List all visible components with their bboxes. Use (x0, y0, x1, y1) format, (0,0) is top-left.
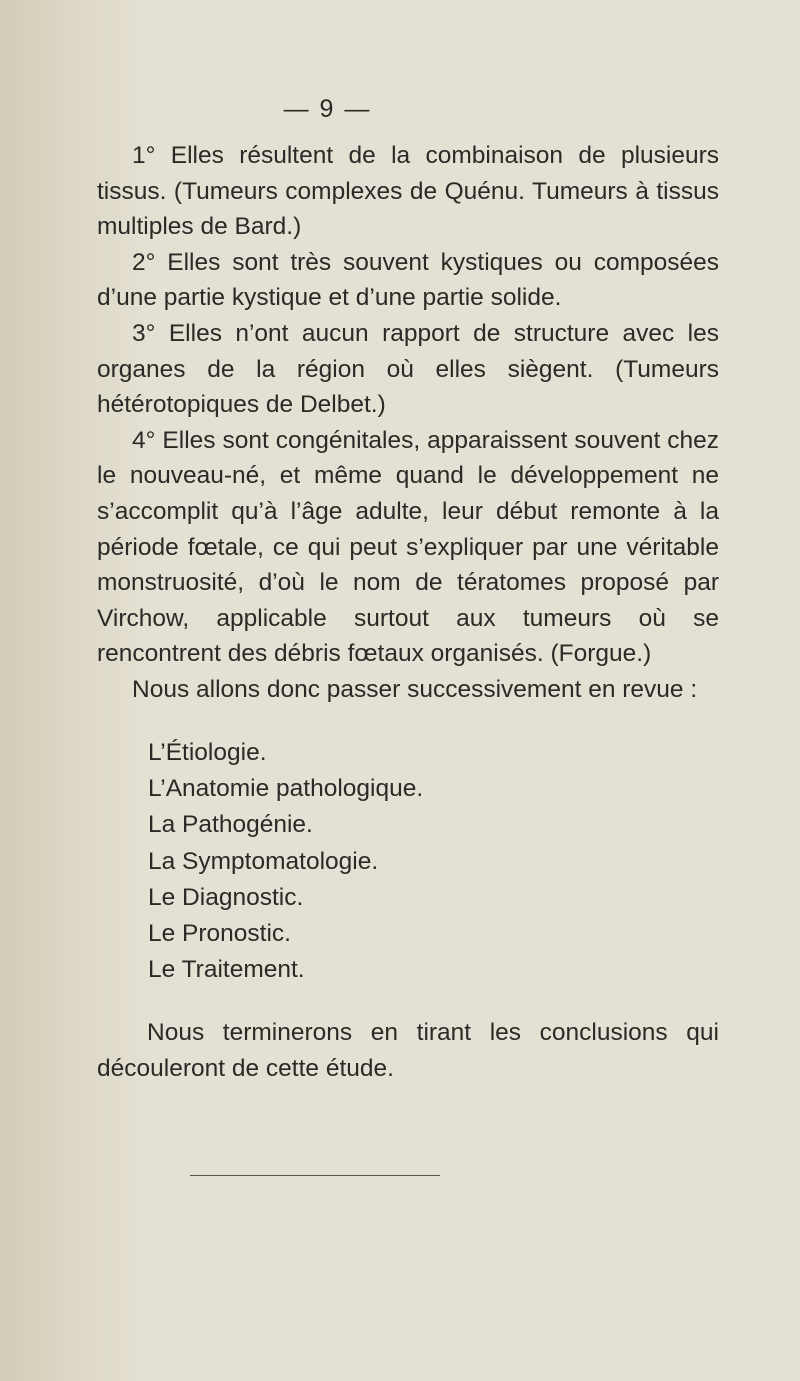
outline-item-diagnostic: Le Diagnostic. (148, 883, 304, 911)
outline-list (148, 735, 423, 988)
closing-paragraph: Nous terminerons en tirant les conclusions qui découleront de cette étude. (97, 1019, 719, 1082)
end-rule (190, 1175, 440, 1176)
outline-item-anatomie: L’Anatomie pathologique. (148, 775, 424, 803)
closing-text (97, 1015, 719, 1087)
page-number: — 9 — (283, 95, 372, 123)
outline-item-traitement: Le Traitement. (148, 956, 305, 984)
outline-item-etiologie: L’Étiologie. (148, 739, 267, 766)
paragraph-4: 4° Elles sont congénitales, apparaissent souvent chez le nouveau-né, et même quand le développement ne s’accomplit qu’à l’âge adulte, leur début remonte à la période fœtale, ce qui peut s’expliquer par une véritable monstruosité, d’où le nom de tératomes proposé par Virchow, applicable surtout aux tumeurs où se rencontrent des débris fœtaux organisés. (Forgue.) (97, 426, 719, 668)
paragraph-3: 3° Elles n’ont aucun rapport de structure avec les organes de la région où elles siègent. (Tumeurs hétérotopiques de Delbet.) (97, 319, 719, 419)
outline-item-pronostic: Le Pronostic. (148, 920, 291, 948)
paragraph-1: 1° Elles résultent de la combinaison de plusieurs tissus. (Tumeurs complexes de Quénu. Tumeurs à tissus multiples de Bard.) (97, 142, 719, 241)
outline-item-symptomatologie: La Symptomatologie. (148, 847, 379, 875)
paragraph-2: 2° Elles sont très souvent kystiques ou composées d’une partie kystique et d’une partie solide. (97, 248, 719, 312)
paragraph-5: Nous allons donc passer successivement en revue : (132, 675, 698, 703)
body-text (97, 138, 719, 708)
outline-item-pathogenie: La Pathogénie. (148, 811, 313, 839)
